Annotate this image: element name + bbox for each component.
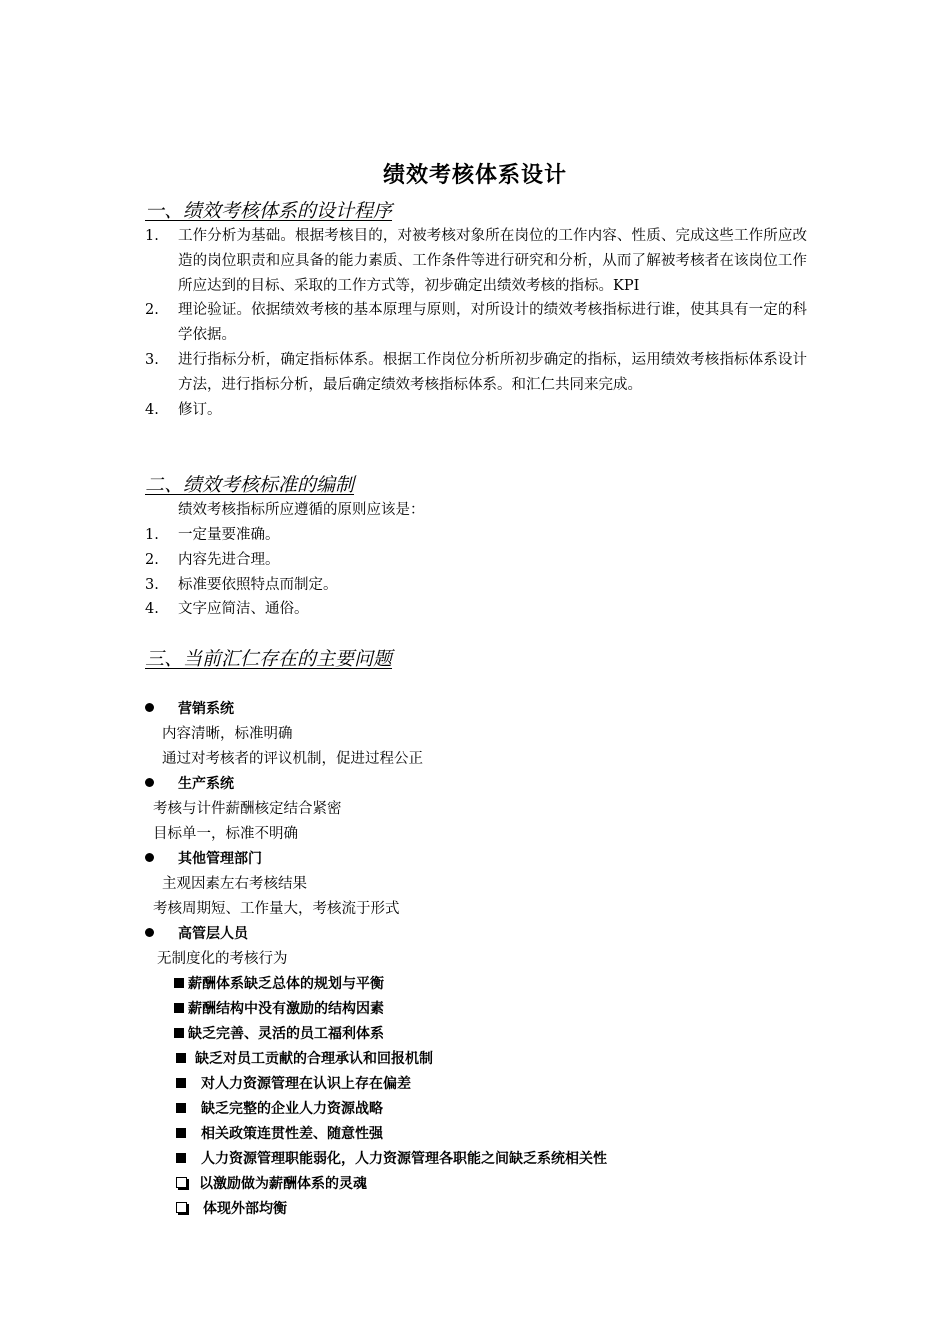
bullet-dot-icon <box>145 853 154 862</box>
item-number: 3. <box>145 351 159 368</box>
group-label-production: 生产系统 <box>178 776 234 792</box>
square-list-item <box>174 1022 384 1047</box>
item-text: 缺乏对员工贡献的合理承认和回报机制 <box>195 1051 433 1067</box>
section2-intro: 绩效考核指标所应遵循的原则应该是： <box>178 502 425 518</box>
item-number: 1. <box>145 228 159 244</box>
group-label-marketing: 营销系统 <box>178 701 234 717</box>
list-item <box>145 348 807 398</box>
document-title: 绩效考核体系设计 <box>382 162 567 188</box>
list-item <box>145 597 807 622</box>
list-item <box>145 523 807 548</box>
item-text: 理论验证。依据绩效考核的基本原理与原则，对所设计的绩效考核指标进行谁，使其具有一定的科学依据。 <box>178 302 807 344</box>
item-text: 修订。 <box>178 401 222 418</box>
square-list-item <box>176 1147 607 1172</box>
item-text: 标准要依照特点而制定。 <box>178 576 338 593</box>
item-number: 2. <box>145 551 159 568</box>
item-text: 人力资源管理职能弱化，人力资源管理各职能之间缺乏系统相关性 <box>201 1151 607 1167</box>
filled-square-icon <box>176 1078 186 1088</box>
section1-list <box>145 224 807 422</box>
bullet-dot-icon <box>145 778 154 787</box>
checkbox-list-item <box>176 1172 367 1197</box>
item-number: 4. <box>145 601 159 618</box>
item-text: 以激励做为薪酬体系的灵魂 <box>199 1176 367 1192</box>
square-list-item <box>176 1097 383 1122</box>
section3-heading: 三、当前汇仁存在的主要问题 <box>145 648 393 670</box>
item-text: 对人力资源管理在认识上存在偏差 <box>201 1076 411 1092</box>
group-line: 考核与计件薪酬核定结合紧密 <box>153 801 342 817</box>
square-list-item <box>176 1072 411 1097</box>
item-text: 内容先进合理。 <box>178 551 280 568</box>
filled-square-icon <box>174 1003 184 1013</box>
item-number: 2. <box>145 302 159 319</box>
item-text: 缺乏完善、灵活的员工福利体系 <box>188 1026 384 1042</box>
filled-square-icon <box>176 1153 186 1163</box>
checkbox-list-item <box>176 1197 287 1222</box>
group-label-other-departments: 其他管理部门 <box>178 851 262 867</box>
item-number: 4. <box>145 401 159 418</box>
section2-list <box>145 523 807 622</box>
square-list-item <box>174 997 384 1022</box>
bullet-dot-icon <box>145 703 154 712</box>
list-item <box>145 548 807 573</box>
group-line: 通过对考核者的评议机制，促进过程公正 <box>162 751 423 767</box>
group-line: 目标单一，标准不明确 <box>153 826 298 842</box>
bullet-dot-icon <box>145 928 154 937</box>
group-line: 考核周期短、工作量大，考核流于形式 <box>153 901 400 917</box>
square-list-item <box>176 1122 383 1147</box>
square-list-item <box>174 972 384 997</box>
filled-square-icon <box>174 978 184 988</box>
group-line: 无制度化的考核行为 <box>157 951 288 967</box>
item-text: 体现外部均衡 <box>203 1201 287 1217</box>
item-text: 工作分析为基础。根据考核目的，对被考核对象所在岗位的工作内容、性质、完成这些工作所应改造的岗位职责和应具备的能力素质、工作条件等进行研究和分析，从而了解被考核者在该岗位工作所应达到的目标、采取的工作方式等，初步确定出绩效考核的指标。KPI <box>178 228 807 294</box>
group-label-executives: 高管层人员 <box>178 926 248 942</box>
group-line: 主观因素左右考核结果 <box>162 876 307 892</box>
item-text: 相关政策连贯性差、随意性强 <box>201 1126 383 1142</box>
list-item <box>145 298 807 348</box>
section1-heading: 一、绩效考核体系的设计程序 <box>145 200 393 222</box>
list-item <box>145 398 807 423</box>
filled-square-icon <box>176 1053 186 1063</box>
square-list-item <box>176 1047 433 1072</box>
group-line: 内容清晰，标准明确 <box>162 726 293 742</box>
item-number: 3. <box>145 576 159 593</box>
item-text: 薪酬体系缺乏总体的规划与平衡 <box>188 976 384 992</box>
list-item <box>145 573 807 598</box>
filled-square-icon <box>176 1128 186 1138</box>
item-number: 1. <box>145 527 159 543</box>
filled-square-icon <box>174 1028 184 1038</box>
item-text: 文字应简洁、通俗。 <box>178 601 309 618</box>
item-text: 进行指标分析，确定指标体系。根据工作岗位分析所初步确定的指标，运用绩效考核指标体系设计方法，进行指标分析，最后确定绩效考核指标体系。和汇仁共同来完成。 <box>178 351 807 393</box>
filled-square-icon <box>176 1103 186 1113</box>
section2-heading: 二、绩效考核标准的编制 <box>145 474 355 496</box>
hollow-square-icon <box>176 1202 187 1213</box>
item-text: 薪酬结构中没有激励的结构因素 <box>188 1001 384 1017</box>
item-text: 缺乏完整的企业人力资源战略 <box>201 1101 383 1117</box>
item-text: 一定量要准确。 <box>178 527 280 543</box>
list-item <box>145 224 807 298</box>
hollow-square-icon <box>176 1177 187 1188</box>
